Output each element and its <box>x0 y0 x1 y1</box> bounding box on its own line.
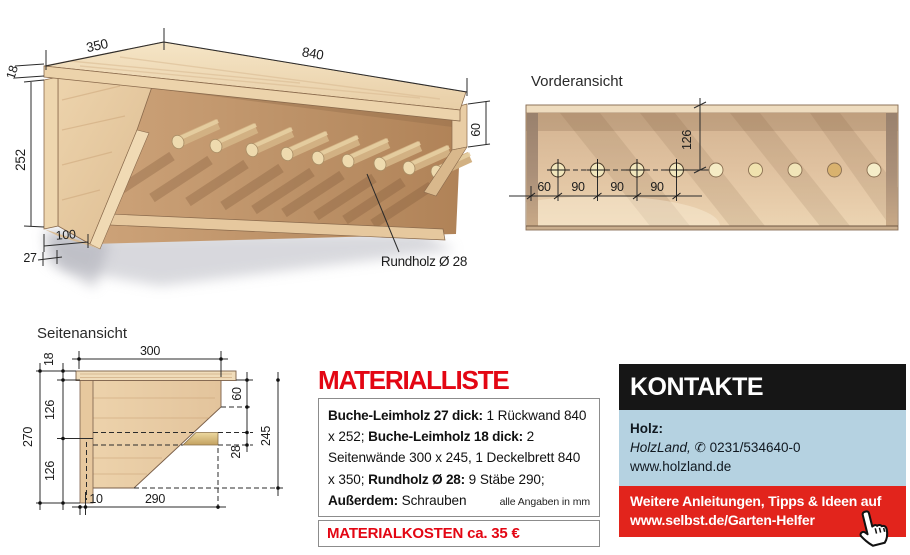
dim-label: 100 <box>55 227 77 243</box>
dim-label: 245 <box>259 426 273 446</box>
phone-icon: ✆ <box>694 440 706 455</box>
material-list-items: Buche-Leimholz 27 dick: 1 Rückwand 840 x 252; Buche-Leimholz 18 dick: 2 Seitenwände 300 x 245, 1 Deckelbrett 840 x 350; Rundholz Ø 28: 9 Stäbe 290; <box>328 408 587 487</box>
dim-label: 126 <box>680 130 694 150</box>
dim-label: 18 <box>3 63 21 81</box>
dim-label: 126 <box>43 400 57 420</box>
dim-label: 90 <box>650 180 664 194</box>
dim-label: 10 <box>89 492 103 506</box>
front-view-title: Vorderansicht <box>531 73 623 90</box>
dim-label: 60 <box>230 387 244 401</box>
material-list-extra: Außerdem: Schrauben <box>328 492 467 508</box>
contacts-title: KONTAKTE <box>619 364 906 410</box>
dim-label: 27 <box>23 251 37 265</box>
dim-label: 90 <box>610 180 624 194</box>
dim-label: 350 <box>84 36 110 56</box>
dim-label: 290 <box>145 492 165 506</box>
peg-callout: Rundholz Ø 28 <box>380 254 468 269</box>
dim-label: 60 <box>537 180 551 194</box>
hand-cursor-icon <box>854 507 892 553</box>
material-list <box>318 366 600 547</box>
material-list-title: MATERIALLISTE <box>318 365 509 395</box>
dim-label: 126 <box>43 461 57 481</box>
side-view <box>20 320 310 555</box>
promo-link-box[interactable] <box>619 486 906 537</box>
contact-category: Holz: <box>630 421 663 436</box>
dim-label: 90 <box>571 180 585 194</box>
material-cost-box <box>318 520 600 547</box>
phone-number: 0231/534640-0 <box>709 440 801 455</box>
promo-line1: Weitere Anleitungen, Tipps & Ideen auf <box>630 493 882 509</box>
promo-line2: www.selbst.de/Garten-Helfer <box>630 512 815 528</box>
dim-label: 60 <box>469 123 483 137</box>
dim-label: 252 <box>13 149 28 171</box>
contacts-panel <box>619 364 906 537</box>
dim-label: 28 <box>229 445 243 459</box>
front-view <box>505 55 910 245</box>
dim-label: 300 <box>140 344 160 358</box>
dim-label: 18 <box>42 352 56 366</box>
perspective-view <box>0 0 530 300</box>
side-profile <box>76 371 236 503</box>
material-cost-value: ca. 35 € <box>467 525 520 543</box>
material-list-box <box>318 398 600 517</box>
contact-website[interactable]: www.holzland.de <box>630 459 732 474</box>
dim-label: 270 <box>21 427 35 447</box>
side-view-title: Seitenansicht <box>37 325 128 342</box>
vendor-name: HolzLand, <box>630 440 691 455</box>
contacts-body <box>619 410 906 486</box>
units-note: alle Angaben in mm <box>499 495 590 508</box>
contact-vendor-line <box>630 438 895 457</box>
material-cost-label: MATERIALKOSTEN <box>327 525 464 543</box>
dim-label: 840 <box>300 44 325 63</box>
